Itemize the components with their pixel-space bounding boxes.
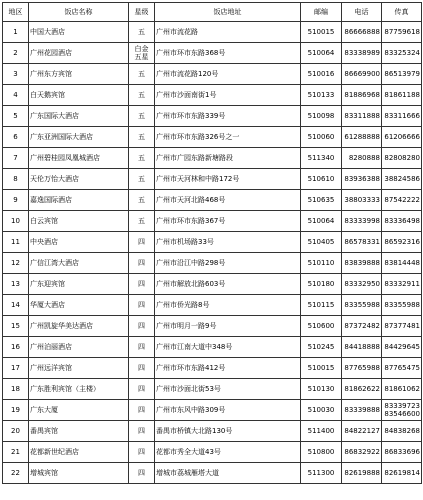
cell-postcode: 510610: [301, 169, 342, 190]
cell-postcode: 510064: [301, 211, 342, 232]
cell-postcode: 511300: [301, 463, 342, 484]
cell-line: 白金: [134, 45, 149, 53]
table-row: [3, 274, 422, 295]
cell-fax: 83311666: [382, 106, 422, 127]
cell-hotel-name: 增城宾馆: [29, 463, 129, 484]
cell-region: 5: [3, 106, 29, 127]
cell-star-rating: 五: [129, 85, 155, 106]
table-row: [3, 43, 422, 64]
cell-phone: 83333998: [342, 211, 382, 232]
cell-hotel-name: 中央酒店: [29, 232, 129, 253]
table-row: [3, 463, 422, 484]
cell-region: 3: [3, 64, 29, 85]
cell-postcode: 510245: [301, 337, 342, 358]
table-row: [3, 442, 422, 463]
cell-hotel-name: 嘉逸国际酒店: [29, 190, 129, 211]
cell-phone: 87765988: [342, 358, 382, 379]
cell-hotel-name: 广州花园酒店: [29, 43, 129, 64]
cell-hotel-name: 广信江湾大酒店: [29, 253, 129, 274]
cell-hotel-name: 广东迎宾馆: [29, 274, 129, 295]
cell-region: 20: [3, 421, 29, 442]
table-row: [3, 358, 422, 379]
cell-star-rating: 五: [129, 169, 155, 190]
cell-fax: 87759618: [382, 22, 422, 43]
cell-address: 广州市东风中路309号: [155, 400, 301, 421]
hotel-directory-sheet: [2, 2, 421, 484]
cell-star-rating: 四: [129, 232, 155, 253]
hotel-table: [2, 2, 422, 484]
cell-star-rating: 五: [129, 106, 155, 127]
cell-fax: 81861062: [382, 379, 422, 400]
cell-phone: 83355988: [342, 295, 382, 316]
cell-fax: 83332911: [382, 274, 422, 295]
cell-region: 6: [3, 127, 29, 148]
cell-star-rating: 四: [129, 358, 155, 379]
cell-phone: 86832922: [342, 442, 382, 463]
cell-region: 21: [3, 442, 29, 463]
cell-postcode: 510405: [301, 232, 342, 253]
table-row: [3, 190, 422, 211]
table-row: [3, 379, 422, 400]
cell-address: 广州市天河北路468号: [155, 190, 301, 211]
cell-star-rating: 五: [129, 22, 155, 43]
cell-star-rating: 四: [129, 337, 155, 358]
cell-star-rating: 四: [129, 316, 155, 337]
cell-fax: 87377481: [382, 316, 422, 337]
cell-line: 83546600: [384, 410, 420, 418]
cell-phone: 38803333: [342, 190, 382, 211]
cell-phone: 83332950: [342, 274, 382, 295]
cell-hotel-name: 广东亚洲国际大酒店: [29, 127, 129, 148]
cell-star-rating: 四: [129, 274, 155, 295]
cell-postcode: 510133: [301, 85, 342, 106]
cell-postcode: 510180: [301, 274, 342, 295]
cell-address: 广州市沙面北街53号: [155, 379, 301, 400]
cell-phone: 82619888: [342, 463, 382, 484]
cell-hotel-name: 广东国际大酒店: [29, 106, 129, 127]
cell-region: 22: [3, 463, 29, 484]
cell-region: 2: [3, 43, 29, 64]
cell-fax: 82808280: [382, 148, 422, 169]
cell-postcode: 511400: [301, 421, 342, 442]
cell-phone: 83338989: [342, 43, 382, 64]
cell-fax: 84429645: [382, 337, 422, 358]
cell-region: 9: [3, 190, 29, 211]
cell-hotel-name: 广州凯旋华美达酒店: [29, 316, 129, 337]
cell-postcode: 510030: [301, 400, 342, 421]
cell-postcode: 510015: [301, 22, 342, 43]
cell-hotel-name: 广东胜利宾馆（主楼）: [29, 379, 129, 400]
cell-phone: 61288888: [342, 127, 382, 148]
cell-postcode: 510635: [301, 190, 342, 211]
cell-phone: 86669900: [342, 64, 382, 85]
cell-region: 16: [3, 337, 29, 358]
cell-address: 广州市沿江中路298号: [155, 253, 301, 274]
cell-hotel-name: 中国大酒店: [29, 22, 129, 43]
cell-star-rating: 五: [129, 64, 155, 85]
cell-phone: 84418888: [342, 337, 382, 358]
table-row: [3, 148, 422, 169]
cell-postcode: 510064: [301, 43, 342, 64]
table-row: [3, 169, 422, 190]
cell-star-rating: 五: [129, 190, 155, 211]
cell-fax: 61206666: [382, 127, 422, 148]
cell-fax: 87765475: [382, 358, 422, 379]
cell-address: 广州市机场路33号: [155, 232, 301, 253]
cell-region: 12: [3, 253, 29, 274]
table-row: [3, 232, 422, 253]
table-row: [3, 295, 422, 316]
cell-postcode: 510115: [301, 295, 342, 316]
cell-phone: 83839888: [342, 253, 382, 274]
cell-fax: 86592316: [382, 232, 422, 253]
table-row: [3, 22, 422, 43]
cell-region: 19: [3, 400, 29, 421]
table-row: [3, 127, 422, 148]
cell-address: 广州市侨光路8号: [155, 295, 301, 316]
cell-address: 广州市环市东路367号: [155, 211, 301, 232]
cell-region: 15: [3, 316, 29, 337]
cell-hotel-name: 花都新世纪酒店: [29, 442, 129, 463]
cell-hotel-name: 广州碧桂园凤凰城酒店: [29, 148, 129, 169]
table-row: [3, 400, 422, 421]
cell-address: 广州市流花路120号: [155, 64, 301, 85]
cell-fax: 83355988: [382, 295, 422, 316]
cell-fax: 83325324: [382, 43, 422, 64]
cell-star-rating: 四: [129, 421, 155, 442]
cell-star-rating: 四: [129, 253, 155, 274]
cell-postcode: 510016: [301, 64, 342, 85]
cell-line: 83339723: [384, 402, 420, 410]
table-row: [3, 337, 422, 358]
cell-hotel-name: 广州远洋宾馆: [29, 358, 129, 379]
cell-fax: 83336498: [382, 211, 422, 232]
cell-phone: 84822127: [342, 421, 382, 442]
table-row: [3, 253, 422, 274]
cell-fax: 82619814: [382, 463, 422, 484]
cell-region: 1: [3, 22, 29, 43]
cell-star-rating: [129, 43, 155, 64]
cell-fax: 86833696: [382, 442, 422, 463]
cell-phone: 8280888: [342, 148, 382, 169]
cell-star-rating: 四: [129, 379, 155, 400]
cell-fax: [382, 400, 422, 421]
cell-postcode: 510600: [301, 316, 342, 337]
cell-address: 广州市广园东路新塘路段: [155, 148, 301, 169]
cell-hotel-name: 华厦大酒店: [29, 295, 129, 316]
header-fax: 传真: [382, 3, 422, 22]
cell-phone: 86578331: [342, 232, 382, 253]
cell-postcode: 510130: [301, 379, 342, 400]
table-row: [3, 106, 422, 127]
cell-region: 14: [3, 295, 29, 316]
cell-hotel-name: 广州东方宾馆: [29, 64, 129, 85]
cell-star-rating: 五: [129, 148, 155, 169]
cell-region: 10: [3, 211, 29, 232]
cell-address: 广州市沙面南街1号: [155, 85, 301, 106]
header-hotel-name: 饭店名称: [29, 3, 129, 22]
cell-region: 8: [3, 169, 29, 190]
cell-phone: 81862622: [342, 379, 382, 400]
cell-hotel-name: 白云宾馆: [29, 211, 129, 232]
cell-hotel-name: 白天鹅宾馆: [29, 85, 129, 106]
header-phone: 电话: [342, 3, 382, 22]
cell-phone: 83311888: [342, 106, 382, 127]
header-star-rating: 星级: [129, 3, 155, 22]
cell-phone: 83339888: [342, 400, 382, 421]
cell-star-rating: 五: [129, 127, 155, 148]
cell-address: 番禺市桥镇大北路130号: [155, 421, 301, 442]
cell-line: 五星: [134, 53, 149, 61]
cell-postcode: 511340: [301, 148, 342, 169]
cell-region: 17: [3, 358, 29, 379]
cell-phone: 87372482: [342, 316, 382, 337]
cell-fax: 38824586: [382, 169, 422, 190]
cell-fax: 84838268: [382, 421, 422, 442]
table-row: [3, 421, 422, 442]
cell-address: 广州市环市东路368号: [155, 43, 301, 64]
cell-address: 广州市解放北路603号: [155, 274, 301, 295]
table-row: [3, 211, 422, 232]
cell-region: 11: [3, 232, 29, 253]
table-row: [3, 64, 422, 85]
cell-region: 4: [3, 85, 29, 106]
cell-address: 广州市天河林和中路172号: [155, 169, 301, 190]
cell-hotel-name: 广东大厦: [29, 400, 129, 421]
cell-address: 广州市江南大道中348号: [155, 337, 301, 358]
cell-address: 广州市环市东路326号之一: [155, 127, 301, 148]
cell-star-rating: 四: [129, 400, 155, 421]
cell-address: 广州市流花路: [155, 22, 301, 43]
cell-phone: 86666888: [342, 22, 382, 43]
cell-phone: 81886968: [342, 85, 382, 106]
cell-postcode: 510060: [301, 127, 342, 148]
cell-hotel-name: 番禺宾馆: [29, 421, 129, 442]
table-row: [3, 316, 422, 337]
cell-star-rating: 四: [129, 295, 155, 316]
cell-fax: 83814448: [382, 253, 422, 274]
cell-fax: 86513979: [382, 64, 422, 85]
cell-fax: 87542222: [382, 190, 422, 211]
header-region: 地区: [3, 3, 29, 22]
cell-star-rating: 四: [129, 463, 155, 484]
cell-address: 花都市秀全大道43号: [155, 442, 301, 463]
header-postcode: 邮编: [301, 3, 342, 22]
table-row: [3, 85, 422, 106]
cell-postcode: 510015: [301, 358, 342, 379]
header-hotel-address: 饭店地址: [155, 3, 301, 22]
cell-fax: 81861188: [382, 85, 422, 106]
cell-star-rating: 五: [129, 211, 155, 232]
cell-address: 广州市环市东路339号: [155, 106, 301, 127]
cell-phone: 83936388: [342, 169, 382, 190]
cell-region: 18: [3, 379, 29, 400]
cell-postcode: 510110: [301, 253, 342, 274]
cell-star-rating: 四: [129, 442, 155, 463]
cell-postcode: 510800: [301, 442, 342, 463]
cell-hotel-name: 广州泊丽酒店: [29, 337, 129, 358]
cell-region: 7: [3, 148, 29, 169]
cell-postcode: 510098: [301, 106, 342, 127]
cell-address: 增城市荔城雁塔大道: [155, 463, 301, 484]
cell-hotel-name: 天伦万怡大酒店: [29, 169, 129, 190]
cell-region: 13: [3, 274, 29, 295]
header-row: [3, 3, 422, 22]
table-body: [3, 22, 422, 484]
cell-address: 广州市环市东路412号: [155, 358, 301, 379]
cell-address: 广州市明月一路9号: [155, 316, 301, 337]
